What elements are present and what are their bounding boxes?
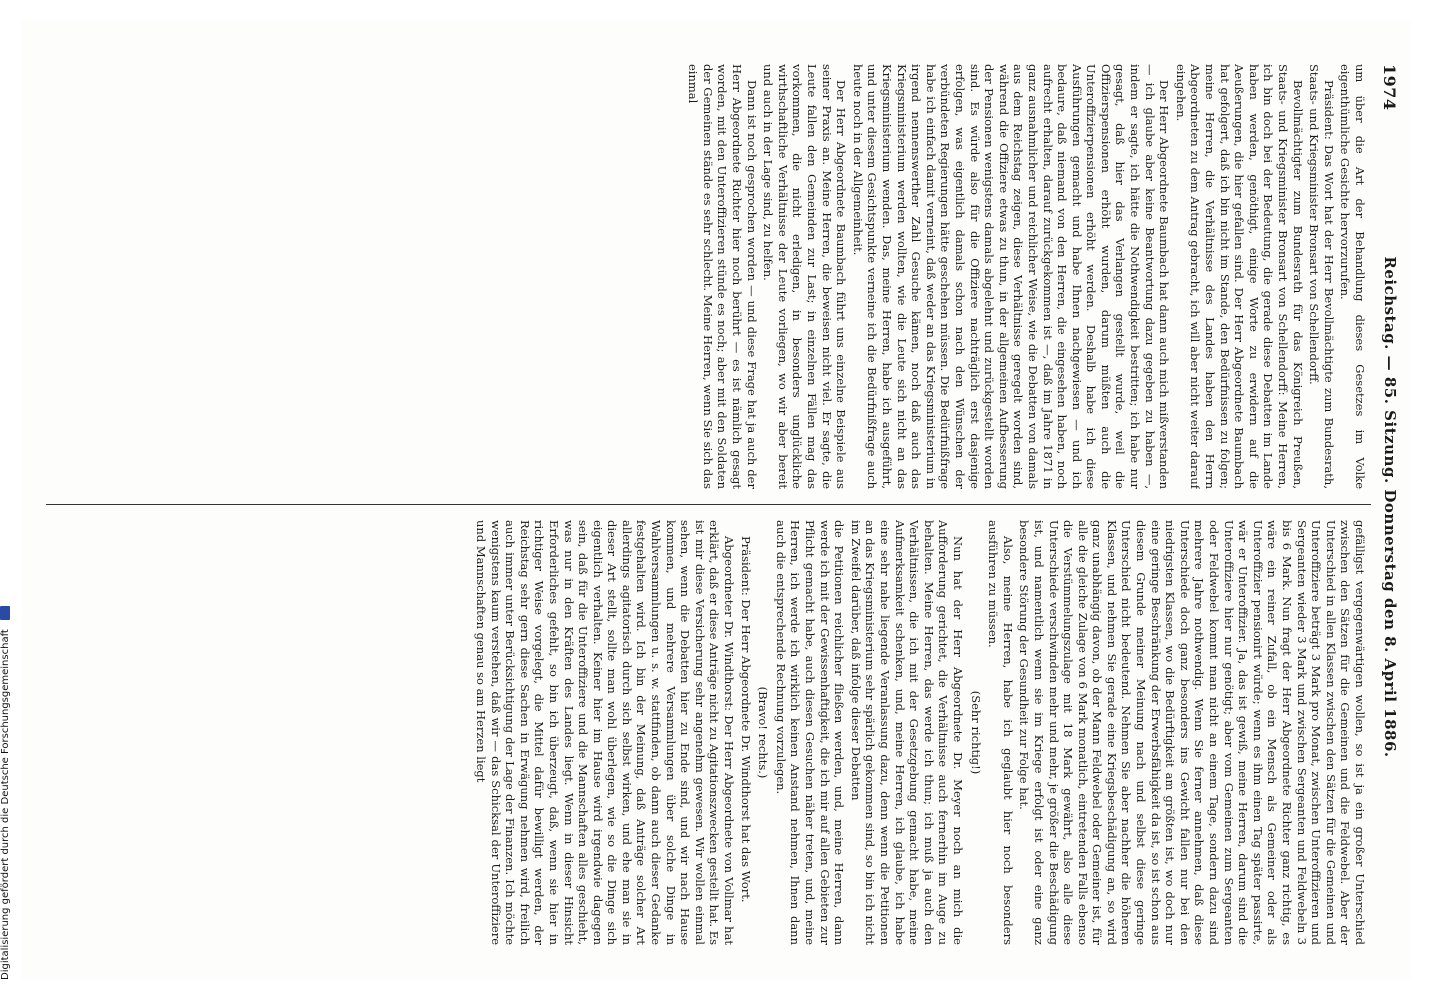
- left-column: [47, 64, 1367, 489]
- paragraph: Also, meine Herren, habe ich geglaubt hier noch besonders ausführen zu müssen.: [986, 520, 1015, 945]
- paragraph: die Petitionen reichlicher fließen werden, und, meine Herren, dann werde ich mit der Gewissenhaftigkeit, die ich mir auf allen Gebieten zur Pflicht gemacht habe, auch diesen Gesuchen näher treten, und, meine Herren, ich werde ich wirklich keinen Anstand nehmen, Ihnen dann auch die entsprechende Rechnung vorzulegen.: [773, 520, 847, 945]
- column-divider: [46, 504, 1371, 505]
- paragraph: Der Herr Abgeordnete Baumbach hat dann auch mich mißverstanden — ich glaube aber keine Beantwortung dazu gegeben zu haben —, indem er sagte, ich hätte die Nothwendigkeit bestritten; ich habe nur gesagt, daß hier das Verlangen gestellt wurde, weil die Offizierspensionen erhöht wurden, darum müßten auch die Unteroffizierpensionen erhöht werden. Deshalb habe ich diese Ausführungen gemacht und habe Ihnen nachgewiesen — und ich bedaure, daß niemand von den Herren, die eingesehen haben, noch aufrecht erhalten, darauf zurückgekommen ist —, daß im Jahre 1871 in ganz ausnahmlicher und reichlicher Weise, wie die Debatten von damals aus dem Reichstag zeigen, diese Verhältnisse geregelt worden sind, während die Offiziere etwas zu thun, in der allgemeinen Aufbesserung der Pensionen wenigstens damals abgelehnt und zurückgestellt worden sind. Es würde also für die Offiziere nachträglich erst dasjenige erfolgen, was eigentlich damals schon nach den Wünschen der verbündeten Regierungen hätte geschehen müssen. Die Bedürfnißfrage habe ich einfach damit verneint, daß weder an das Kriegsministerium in irgend nennenswerther Zahl Gesuche kämen, noch daß auch das Kriegsministerium werden wollten, wie die Leute sich nicht an das Kriegsministerium wenden. Das, meine Herren, habe ich ausgeführt, und unter diesem Gesichtspunkte verneine ich die Bedürfnißfrage auch heute noch in der Allgemeinheit.: [850, 64, 1172, 489]
- paragraph: Nun hat der Herr Abgeordnete Dr. Meyer noch an mich die Aufforderung gerichtet, die Verhältnisse auch fernerhin im Auge zu behalten. Meine Herren, das werde ich thun; ich muß ja auch den Verhältnissen, die ich mit der Gesetzgebung gemacht habe, meine Aufmerksamkeit schenken, und, meine Herren, ich glaube, ich habe eine sehr nahe liegende Veranlassung dazu, denn wenn die Petitionen an das Kriegsministerium sehr spärlich gekommen sind, so bin ich nicht im Zweifel darüber, daß infolge dieser Debatten: [848, 520, 965, 945]
- stage-direction: (Bravo! rechts.): [756, 686, 771, 779]
- paragraph: gefälligst vergegenwärtigen wollen, so ist ja ein großer Unterschied zwischen den Sätzen für die Gemeinen und die Feldwebel. Aber der Unterschied in allen Klassen zwischen den Sätzen für die Gemeinen und Unteroffiziere beträgt 3 Mark pro Monat, zwischen Unteroffizieren und Sergeanten wieder 3 Mark und zwischen Sergeanten und Feldwebeln 3 bis 6 Mark. Nun fragt der Herr Abgeordnete Richter ganz richtig, es wäre ein reiner Zufall, ob ein Mensch als Gemeiner oder als Unteroffizier pensionirt würde; wenn es ihm einen Tag später passirte, wär er Unteroffizier. Ja, das ist gewiß, meine Herren, darum sind die Unteroffiziere hier nur genötigt; aber vom Gemeinen zum Sergeanten oder Feldwebel kommt man nicht an einem Tage, sondern dazu sind mehrere Jahre nothwendig. Wenn Sie ferner annehmen, daß diese Unterschiede doch ganz besonders ins Gewicht fallen nur bei den niedrigsten Klassen, wo die Bedürftigkeit am größten ist, wo doch nur eine geringe Beschränkung der Erwerbsfähigkeit da ist, so ist schon aus diesem Grunde meiner Meinung nach und selbst diese geringe Unterschied nicht bedeutend. Nehmen Sie aber nachher die höheren Klassen, und nehmen Sie gerade eine Kriegsbeschädigung an, so wird ganz unabhängig davon, ob der Mann Feldwebel oder Gemeiner ist, für alle die gleiche Zulage von 6 Mark monatlich, eintretenden Falls ebenso die Verstümmelungszulage mit 18 Mark gewährt, also alle diese Unterschiede verschwinden mehr und mehr, je größer die Beschädigung ist, und namentlich wenn sie im Kriege erfolgt ist oder eine ganz besondere Störung der Gesundheit zur Folge hat.: [1017, 520, 1367, 945]
- page-header: [1375, 64, 1401, 950]
- page-number: 1974: [1380, 64, 1399, 111]
- speaker-paragraph: Präsident: Der Herr Abgeordnete Dr. Windthorst hat das Wort.: [738, 536, 753, 903]
- speaker-paragraph: Abgeordneter Dr. Windthorst: Der Herr Abgeordnete von Vollmar hat erklärt, daß er diese Anträge nicht zu Agitationszwecken gestellt hat. Es ist mir diese Versicherung sehr angenehm gewesen. Wir wollen einmal sehen, wenn die Debatten hier zu Ende sind, und wir nach Hause kommen, und mehrere Versammlungen über solche Dinge in Wahlversammlungen u. s. w. stattfinden, ob dann auch dieser Gedanke festgehalten wird. Ich bin der Meinung, daß Anträge solcher Art allerdings agitatorisch durch sich selbst wirken, und ehe man sie in dieser Art stellt, sollte man wohl überlegen, wie so die Dinge sich eigentlich verhalten. Keiner hier im Hause wird irgendwie dagegen sein, daß für die Unteroffiziere und die Mannschaften alles geschieht, was nur in den Kräften des Landes liegt. Wenn in dieser Hinsicht Erforderliches gefehlt, so bin ich überzeugt, daß, wenn sie hier in richtiger Weise vorgelegt, die Mittel dafür bewilligt werden, der Reichstag sehr gern diese Sachen in Erwägung nehmen wird, freilich auch immer unter Berücksichtigung der Lage der Finanzen. Ich möchte wenigstens kaum verstehen, daß wir — das Schicksal der Unteroffiziere und Mannschaften genau so am Herzen liegt: [473, 520, 737, 945]
- page-title: Reichstag. — 85. Sitzung. Donnerstag den 8. April 1886.: [1381, 256, 1399, 758]
- stage-direction: (Sehr richtig!): [968, 690, 983, 775]
- speaker-paragraph: Bevollmächtigter zum Bundesrath für das Königreich Preußen, Staats- und Kriegsminister Bronsart von Schellendorff: Meine Herren, ich bin doch bei der Bedeutung, die gerade diese Debatten im Lande haben werden, genöthigt, einige Worte zu erwidern auf die Aeußerungen, die hier gefallen sind. Der Herr Abgeordnete Baumbach hat gefolgert, daß ich bin nicht im Stande, den Bedürfnissen zu folgen; meine Herren, die Verhältnisse des Landes haben den Herrn Abgeordneten zu dem Antrag gebracht, ich will aber nicht weiter darauf eingehen.: [1173, 64, 1305, 489]
- rotated-page: [21, 20, 1411, 980]
- paragraph: Der Herr Abgeordnete Baumbach führt uns einzelne Beispiele aus seiner Praxis an. Meine Herren, die beweisen nicht viel. Er sagte, die Leute fallen den Gemeinden zur Last; in einzelnen Fällen mag das vorkommen, die nicht erledigen, in besonders unglückliche wirthschaftliche Verhältnisse der Leute vorliegen, wo wir aber bereit und auch in der Lage sind, zu helfen.: [761, 64, 849, 489]
- right-column: [47, 520, 1367, 945]
- dfg-logo-icon: [0, 606, 10, 620]
- paragraph: um über die Art der Behandlung dieses Gesetzes im Volke eigenthümliche Gesichte hervorzurufen.: [1338, 64, 1367, 489]
- credit-text: Digitalisierung gefördert durch die Deutsche Forschungsgemeinschaft: [0, 629, 11, 980]
- speaker-paragraph: Präsident: Das Wort hat der Herr Bevollmächtigte zum Bundesrath, Staats- und Kriegsminister Bronsart von Schellendorff.: [1307, 64, 1336, 489]
- paragraph: Dann ist noch gesprochen worden — und diese Frage hat ja auch der Herr Abgeordnete Richter hier noch berührt — es ist nämlich gesagt worden, mit den Unteroffizieren stünde es noch; aber mit den Soldaten der Gemeinen stände es sehr schlecht. Meine Herren, wenn Sie sich das einmal: [686, 64, 759, 489]
- digitization-credit: [0, 0, 14, 980]
